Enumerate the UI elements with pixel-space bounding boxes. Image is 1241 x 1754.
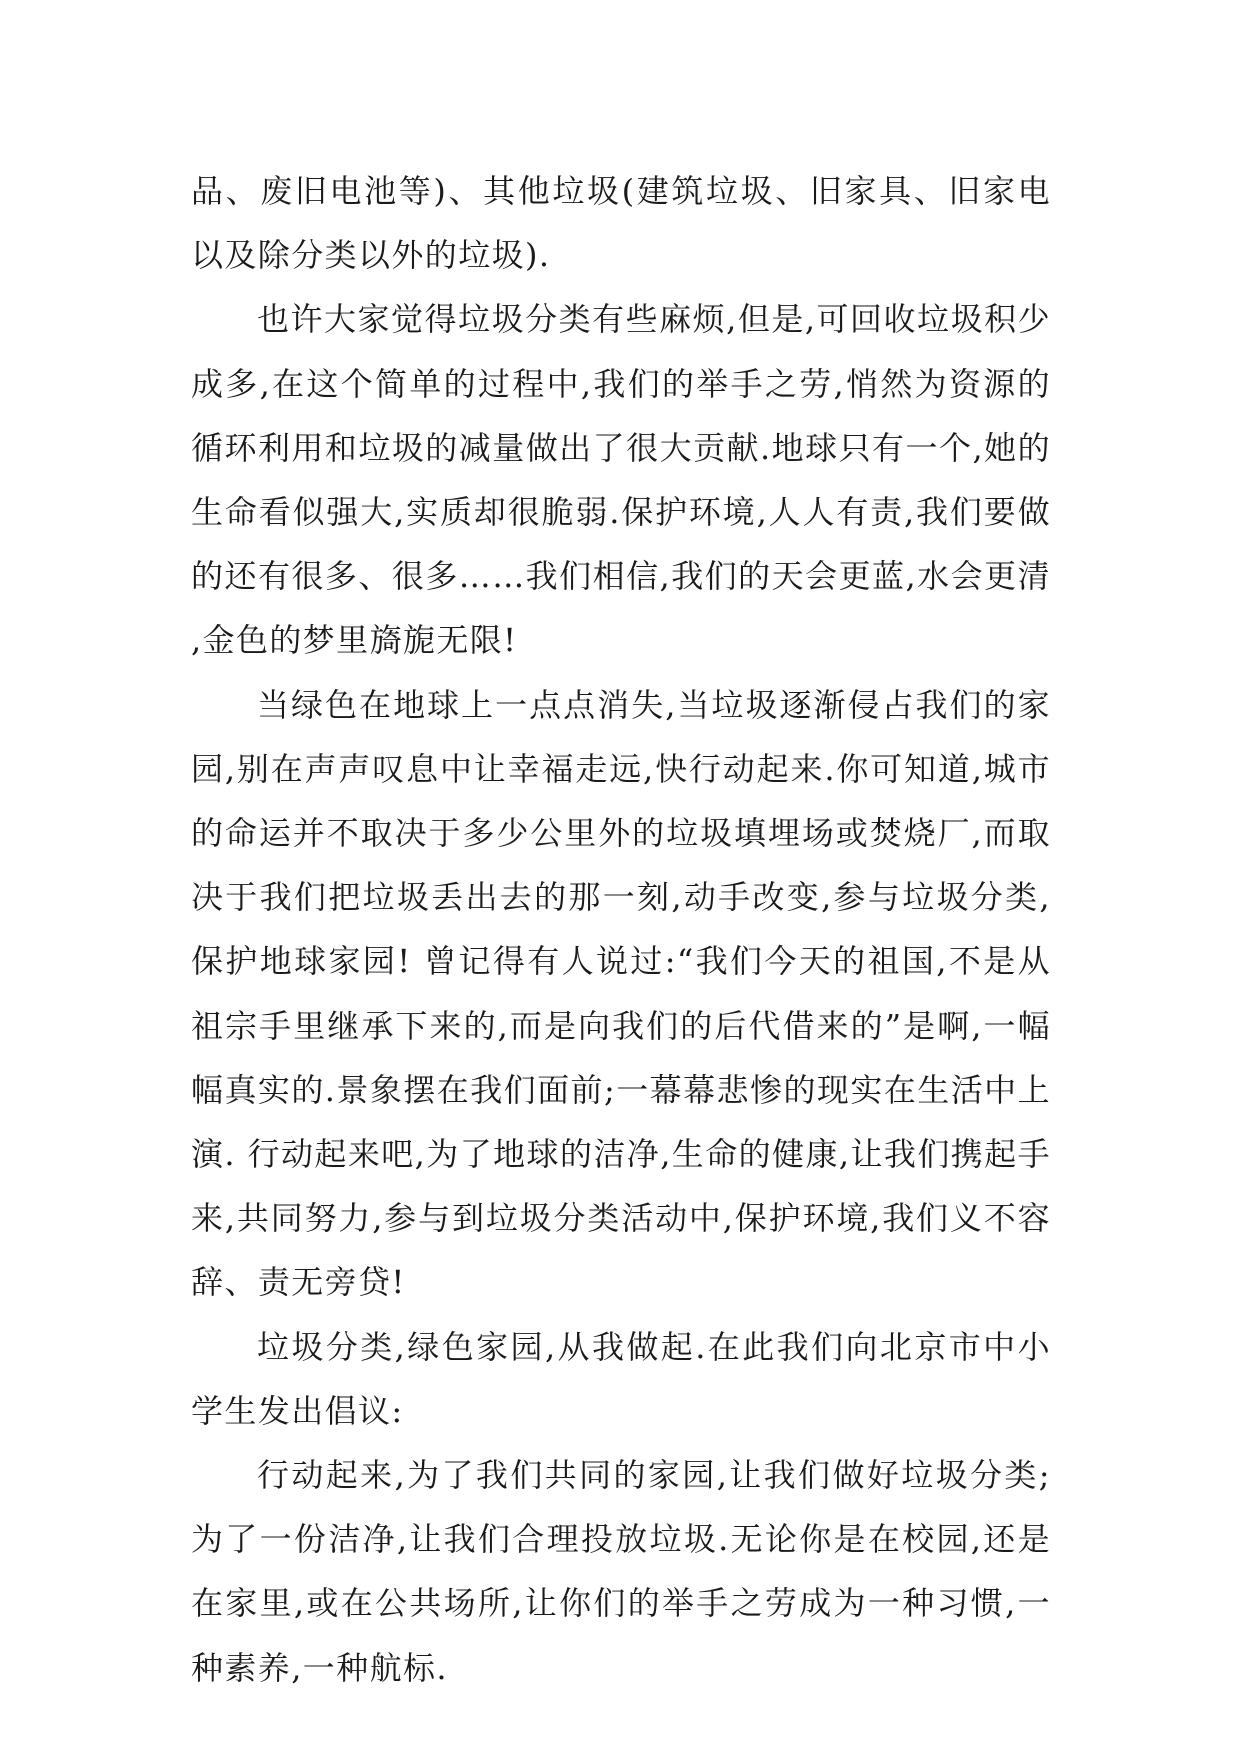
paragraph-sorting-effort: 也许大家觉得垃圾分类有些麻烦,但是,可回收垃圾积少成多,在这个简单的过程中,我们的举手之劳,悄然为资源的循环利用和垃圾的减量做出了很大贡献.地球只有一个,她的生命看似强大,实质却很脆弱.保护环境,人人有责,我们要做的还有很多、很多……我们相信,我们的天会更蓝,水会更清,金色的梦里旖旎无限! [191,300,1051,660]
paragraph-call-to-action: 当绿色在地球上一点点消失,当垃圾逐渐侵占我们的家园,别在声声叹息中让幸福走远,快行动起来.你可知道,城市的命运并不取决于多少公里外的垃圾填埋场或焚烧厂,而取决于我们把垃圾丢出去的那一刻,动手改变,参与垃圾分类,保护地球家园! 曾记得有人说过:“我们今天的祖国,不是从祖宗手里继承下来的,而是向我们的后代借来的”是啊,一幅幅真实的.景象摆在我们面前;一幕幕悲惨的现实在生活中上演. 行动起来吧,为了地球的洁净,生命的健康,让我们携起手来,共同努力,参与到垃圾分类活动中,保护环境,我们义不容辞、责无旁贷! [191,685,1051,1302]
paragraph-initiative-intro: 垃圾分类,绿色家园,从我做起.在此我们向北京市中小学生发出倡议: [191,1327,1051,1430]
document-body [191,159,1051,1700]
paragraph-continuation: 品、废旧电池等)、其他垃圾(建筑垃圾、旧家具、旧家电以及除分类以外的垃圾). [191,172,1051,275]
paragraph-initiative-content: 行动起来,为了我们共同的家园,让我们做好垃圾分类;为了一份洁净,让我们合理投放垃圾.无论你是在校园,还是在家里,或在公共场所,让你们的举手之劳成为一种习惯,一种素养,一种航标. [191,1456,1051,1687]
